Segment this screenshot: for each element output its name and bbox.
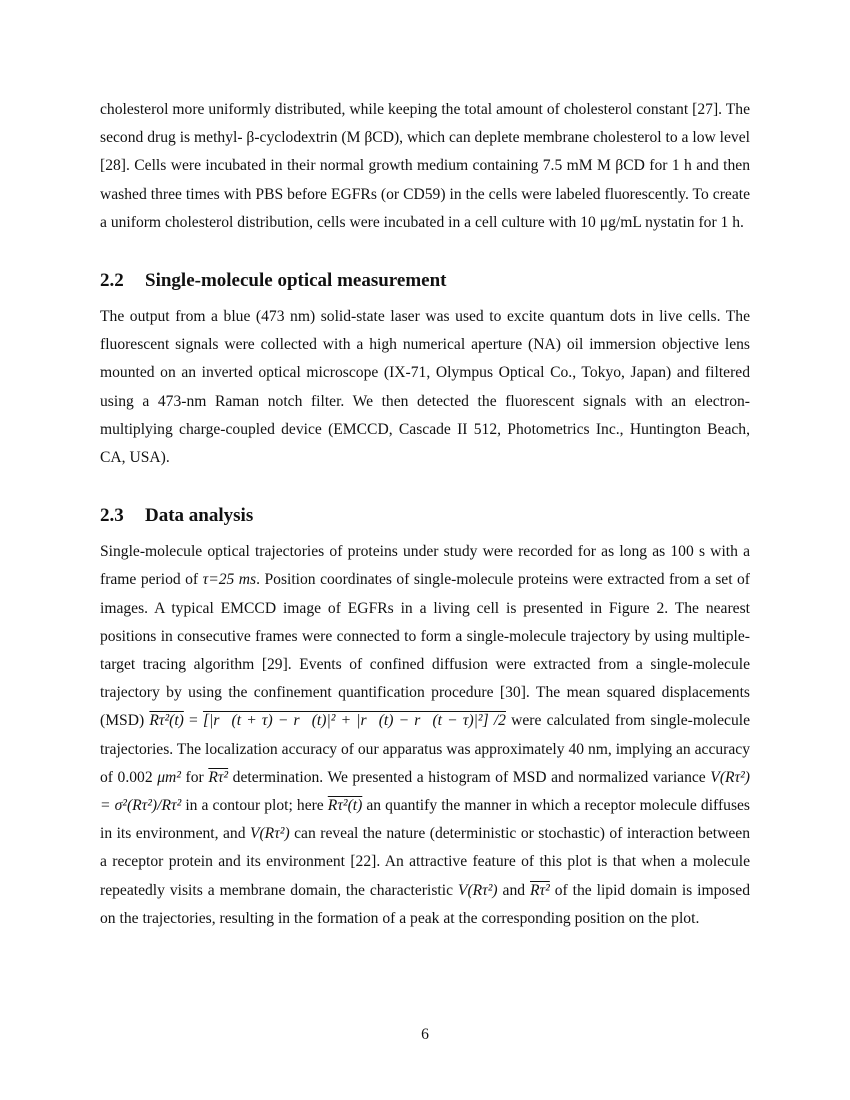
text-run: and [497, 881, 530, 899]
paragraph-data-analysis [100, 538, 750, 933]
math-r2t: Rτ²(t) [327, 797, 363, 815]
section-heading-2-2 [100, 267, 750, 295]
section-title: Data analysis [145, 505, 254, 527]
text-run: can reveal the nature (deterministic or stochastic) of interaction between a receptor protein and its environment [22]. An attractive feature of this plot is that when a molecule repeatedly visits a membrane domain, the characteristic [100, 825, 750, 899]
text-run: determination. We presented a histogram of MSD and normalized variance [228, 768, 711, 786]
section-heading-2-3 [100, 502, 750, 530]
text-run: were calculated from single-molecule trajectories. The localization accuracy of our apparatus was approximately 40 nm, implying an accuracy of 0.002 [100, 712, 751, 786]
paragraph-intro: cholesterol more uniformly distributed, while keeping the total amount of cholesterol constant [27]. The second drug is methyl- β-cyclodextrin (M βCD), which can deplete membrane cholesterol to a low level [28]. Cells were incubated in their normal growth medium containing 7.5 mM M βCD for 1 h and then washed three times with PBS before EGFRs (or CD59) in the cells were labeled fluorescently. To create a uniform cholesterol distribution, cells were incubated in a cell culture with 10 μg/mL nystatin for 1 h. [100, 101, 750, 231]
math-equals: = [183, 712, 203, 730]
math-variance: V(Rτ²) [249, 825, 290, 843]
section-number: 2.3 [100, 505, 124, 527]
page-number: 6 [421, 1026, 429, 1043]
section-title: Single-molecule optical measurement [145, 270, 447, 292]
section-number: 2.2 [100, 270, 124, 292]
math-variance: V(Rτ²) [457, 881, 498, 899]
text-run: of the lipid domain is imposed on the trajectories, resulting in the formation of a peak at the corresponding position on the plot. [100, 881, 751, 927]
text-run: Single-molecule optical trajectories of proteins under study were recorded for as long as 100 s with a frame period of [100, 543, 750, 589]
text-run: for [180, 768, 209, 786]
text-run: in a contour plot; here [181, 797, 328, 815]
text-run: . Position coordinates of single-molecule proteins were extracted from a set of images. A typical EMCCD image of EGFRs in a living cell is presented in Figure 2. The nearest positions in consecutive frames were connected to form a single-molecule trajectory by using multiple-target tracing algorithm [29]. Events of confined diffusion were extracted from a single-molecule trajectory by using the confinement quantification procedure [30]. The mean squared displacements (MSD) [100, 571, 750, 730]
math-msd-lhs: Rτ²(t) [149, 712, 184, 730]
math-tau: τ=25 ms [202, 571, 257, 589]
page-body [100, 96, 750, 933]
math-variance: V(Rτ²) = σ²(Rτ²)/Rτ² [100, 768, 750, 815]
paragraph-measurement: The output from a blue (473 nm) solid-state laser was used to excite quantum dots in live cells. The fluorescent signals were collected with a high numerical aperture (NA) oil immersion objective lens mounted on an inverted optical microscope (IX-71, Olympus Optical Co., Tokyo, Japan) and filtered using a 473-nm Raman notch filter. We then detected the fluorescent signals with an electron-multiplying charge-coupled device (EMCCD, Cascade II 512, Photometrics Inc., Huntington Beach, CA, USA). [100, 308, 750, 467]
math-msd-rhs: [|r⃗(t + τ) − r⃗(t)|² + |r⃗(t) − r⃗(t − τ)|²] /2 [202, 712, 506, 730]
math-r2: Rτ² [208, 768, 229, 786]
math-unit: μm² [157, 768, 181, 786]
text-run: an quantify the manner in which a receptor molecule diffuses in its environment, and [100, 797, 750, 843]
math-r2: Rτ² [530, 881, 550, 899]
